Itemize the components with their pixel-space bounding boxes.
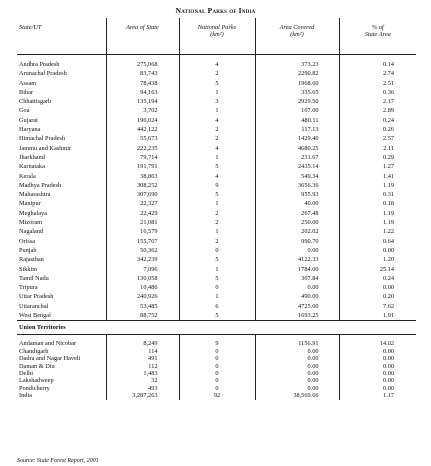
state-name-cell: Manipur: [17, 199, 106, 208]
national-parks-count-cell: 2: [179, 218, 255, 227]
state-name-cell: Meghalaya: [17, 209, 106, 218]
national-parks-count-cell: 4: [179, 172, 255, 181]
state-name-cell: Tripura: [17, 283, 106, 292]
area-covered-cell: 0.00: [255, 283, 339, 292]
state-name-cell: Maharashtra: [17, 190, 106, 199]
national-parks-count-cell: 0: [179, 370, 255, 377]
national-parks-count-cell: 1: [179, 292, 255, 301]
table-row: [17, 377, 416, 384]
area-of-state-cell: 22,327: [106, 199, 179, 208]
national-parks-count-cell: 1: [179, 88, 255, 97]
table-row: [17, 348, 416, 355]
state-name-cell: Tamil Nadu: [17, 274, 106, 283]
national-parks-count-cell: 1: [179, 227, 255, 236]
table-row: [17, 106, 416, 115]
state-name-cell: Rajasthan: [17, 255, 106, 264]
area-of-state-cell: 53,485: [106, 302, 179, 311]
area-of-state-cell: 8,249: [106, 340, 179, 347]
area-covered-cell: 990.70: [255, 237, 339, 246]
area-covered-cell: 0.00: [255, 246, 339, 255]
area-covered-cell: 1693.25: [255, 311, 339, 321]
table-row: [17, 311, 416, 321]
area-of-state-cell: 442,122: [106, 125, 179, 134]
area-of-state-cell: 308,252: [106, 181, 179, 190]
header-state: State/UT: [17, 18, 106, 55]
area-covered-cell: 335.65: [255, 88, 339, 97]
percent-area-cell: 2.57: [382, 135, 394, 143]
national-parks-count-cell: 0: [179, 283, 255, 292]
percent-area-cell: 0.00: [382, 362, 394, 370]
table-row: [17, 69, 416, 78]
table-row: [17, 144, 416, 153]
percent-area-cell: 7.62: [382, 302, 394, 310]
area-covered-cell: 0.00: [255, 385, 339, 392]
percent-area-cell: 0.24: [382, 274, 394, 282]
national-parks-count-cell: 2: [179, 125, 255, 134]
source-note: Source: State Forest Report, 2001: [17, 458, 99, 464]
area-of-state-cell: 32: [106, 377, 179, 384]
table-row: [17, 162, 416, 171]
area-covered-cell: 480.11: [255, 116, 339, 125]
area-covered-cell: 2290.82: [255, 69, 339, 78]
area-covered-cell: 40.00: [255, 199, 339, 208]
area-of-state-cell: 112: [106, 363, 179, 370]
table-header-row: [17, 18, 416, 55]
area-covered-cell: 4680.25: [255, 144, 339, 153]
area-of-state-cell: 7,096: [106, 265, 179, 274]
percent-area-cell: 2.11: [383, 144, 394, 152]
state-name-cell: Nagaland: [17, 227, 106, 236]
national-parks-count-cell: 5: [179, 190, 255, 199]
percent-area-cell: 0.31: [382, 191, 394, 199]
area-of-state-cell: 307,690: [106, 190, 179, 199]
state-name-cell: Kerala: [17, 172, 106, 181]
percent-area-cell: 0.00: [382, 284, 394, 292]
percent-area-cell: 1.91: [382, 312, 394, 320]
percent-area-cell: 25.14: [379, 265, 394, 273]
state-name-cell: Punjab: [17, 246, 106, 255]
header-percent-area: % of State Area: [339, 18, 416, 55]
national-parks-count-cell: 5: [179, 162, 255, 171]
table-row: [17, 209, 416, 218]
area-of-state-cell: 3,287,263: [106, 392, 179, 399]
percent-area-cell: 2.89: [382, 107, 394, 115]
area-covered-cell: 250.00: [255, 218, 339, 227]
area-of-state-cell: 88,752: [106, 311, 179, 321]
percent-area-cell: 0.64: [382, 237, 394, 245]
area-of-state-cell: 38,863: [106, 172, 179, 181]
national-parks-count-cell: 5: [179, 311, 255, 321]
table-row: [17, 370, 416, 377]
table-row: [17, 265, 416, 274]
area-covered-cell: 117.13: [255, 125, 339, 134]
state-name-cell: Haryana: [17, 125, 106, 134]
table-row: [17, 125, 416, 134]
ut-section-label: Union Territories: [17, 321, 416, 335]
percent-area-cell: 1.19: [382, 209, 394, 217]
area-of-state-cell: 130,058: [106, 274, 179, 283]
table-row: [17, 255, 416, 264]
area-of-state-cell: 114: [106, 348, 179, 355]
area-of-state-cell: 21,081: [106, 218, 179, 227]
area-of-state-cell: 342,239: [106, 255, 179, 264]
national-parks-count-cell: 92: [179, 392, 255, 399]
table-row: [17, 363, 416, 370]
state-name-cell: Jharkhand: [17, 153, 106, 162]
percent-area-cell: 2.17: [382, 98, 394, 106]
national-parks-count-cell: 9: [179, 181, 255, 190]
table-row: [17, 97, 416, 106]
area-covered-cell: 373.23: [255, 60, 339, 69]
table-row: [17, 227, 416, 236]
area-of-state-cell: 135,194: [106, 97, 179, 106]
percent-area-cell: 1.19: [382, 219, 394, 227]
national-parks-count-cell: 0: [179, 246, 255, 255]
area-of-state-cell: 78,438: [106, 79, 179, 88]
national-parks-count-cell: 9: [179, 340, 255, 347]
state-name-cell: Orissa: [17, 237, 106, 246]
state-name-cell: Chhattisgarh: [17, 97, 106, 106]
area-of-state-cell: 83,743: [106, 69, 179, 78]
state-name-cell: Bihar: [17, 88, 106, 97]
area-of-state-cell: 196,024: [106, 116, 179, 125]
area-covered-cell: 0.00: [255, 355, 339, 362]
state-name-cell: Sikkim: [17, 265, 106, 274]
area-of-state-cell: 79,714: [106, 153, 179, 162]
area-of-state-cell: 10,486: [106, 283, 179, 292]
area-covered-cell: 2435.14: [255, 162, 339, 171]
area-of-state-cell: 155,707: [106, 237, 179, 246]
state-name-cell: Madhya Pradesh: [17, 181, 106, 190]
area-of-state-cell: 222,235: [106, 144, 179, 153]
national-parks-count-cell: 2: [179, 209, 255, 218]
state-name-cell: Gujarat: [17, 116, 106, 125]
area-covered-cell: 307.84: [255, 274, 339, 283]
state-name-cell: Mizoram: [17, 218, 106, 227]
area-covered-cell: 1968.60: [255, 79, 339, 88]
state-name-cell: Jammu and Kashmir: [17, 144, 106, 153]
state-name-cell: Uttaranchal: [17, 302, 106, 311]
table-row: [17, 134, 416, 143]
national-parks-count-cell: 4: [179, 144, 255, 153]
area-covered-cell: 231.67: [255, 153, 339, 162]
national-parks-count-cell: 1: [179, 106, 255, 115]
table-row: [17, 302, 416, 311]
national-parks-count-cell: 4: [179, 60, 255, 69]
national-parks-count-cell: 0: [179, 363, 255, 370]
area-covered-cell: 1429.40: [255, 134, 339, 143]
percent-area-cell: 0.00: [382, 246, 394, 254]
state-name-cell: Andhra Pradesh: [17, 60, 106, 69]
page-title: National Parks of India: [175, 6, 256, 15]
percent-area-cell: 0.00: [382, 347, 394, 355]
area-covered-cell: 0.00: [255, 377, 339, 384]
state-name-cell: Himachal Pradesh: [17, 134, 106, 143]
percent-area-cell: 0.00: [382, 369, 394, 377]
percent-area-cell: 0.00: [382, 355, 394, 363]
area-of-state-cell: 493: [106, 385, 179, 392]
percent-area-cell: 0.00: [382, 384, 394, 392]
state-name-cell: Karnataka: [17, 162, 106, 171]
area-covered-cell: 955.93: [255, 190, 339, 199]
state-name-cell: Assam: [17, 79, 106, 88]
percent-area-cell: 0.24: [382, 116, 394, 124]
national-parks-count-cell: 1: [179, 153, 255, 162]
area-of-state-cell: 3,702: [106, 106, 179, 115]
national-parks-count-cell: 1: [179, 199, 255, 208]
area-of-state-cell: 94,163: [106, 88, 179, 97]
table-row: [17, 274, 416, 283]
percent-area-cell: 0.26: [382, 126, 394, 134]
national-parks-count-cell: 2: [179, 134, 255, 143]
area-of-state-cell: 22,429: [106, 209, 179, 218]
area-covered-cell: 2929.50: [255, 97, 339, 106]
percent-area-cell: 1.27: [382, 163, 394, 171]
state-name-cell: Dadra and Nagar Haveli: [17, 355, 106, 362]
percent-area-cell: 0.14: [382, 61, 394, 68]
table-row: [17, 79, 416, 88]
table-row: [17, 199, 416, 208]
national-parks-count-cell: 5: [179, 79, 255, 88]
state-name-cell: Lakshadweep: [17, 377, 106, 384]
state-name-cell: Delhi: [17, 370, 106, 377]
table-row: [17, 190, 416, 199]
percent-area-cell: 1.17: [382, 392, 394, 400]
national-parks-count-cell: 0: [179, 377, 255, 384]
area-covered-cell: 3656.36: [255, 181, 339, 190]
ut-section: [17, 321, 416, 335]
percent-area-cell: 1.22: [382, 228, 394, 236]
area-covered-cell: 0.00: [255, 348, 339, 355]
area-of-state-cell: 55,673: [106, 134, 179, 143]
national-parks-count-cell: 0: [179, 385, 255, 392]
percent-area-cell: 0.29: [382, 153, 394, 161]
area-covered-cell: 0.00: [255, 363, 339, 370]
state-name-cell: Arunachal Pradesh: [17, 69, 106, 78]
table-row: [17, 246, 416, 255]
state-name-cell: Pondicherry: [17, 385, 106, 392]
percent-area-cell: 0.36: [382, 88, 394, 96]
national-parks-count-cell: 0: [179, 348, 255, 355]
table-row: [17, 116, 416, 125]
table-row: [17, 392, 416, 399]
state-name-cell: West Bengal: [17, 311, 106, 321]
area-covered-cell: 202.02: [255, 227, 339, 236]
area-covered-cell: 1156.91: [255, 340, 339, 347]
area-covered-cell: 490.00: [255, 292, 339, 301]
percent-area-cell: 1.19: [382, 181, 394, 189]
table-row: [17, 60, 416, 69]
percent-area-cell: 14.02: [379, 340, 394, 348]
percent-area-cell: 1.41: [382, 172, 394, 180]
area-of-state-cell: 240,926: [106, 292, 179, 301]
state-name-cell: Daman & Diu: [17, 363, 106, 370]
area-covered-cell: 267.48: [255, 209, 339, 218]
national-parks-count-cell: 4: [179, 116, 255, 125]
table-row: [17, 172, 416, 181]
ut-body: [17, 335, 416, 400]
national-parks-count-cell: 3: [179, 97, 255, 106]
states-body: [17, 55, 416, 321]
percent-area-cell: 0.00: [382, 377, 394, 385]
area-of-state-cell: 16,579: [106, 227, 179, 236]
area-of-state-cell: 275,068: [106, 60, 179, 69]
area-covered-cell: 107.00: [255, 106, 339, 115]
area-covered-cell: 549.34: [255, 172, 339, 181]
table-row: [17, 218, 416, 227]
header-national-parks: National Parks (km²): [179, 18, 255, 55]
national-parks-table: [17, 18, 416, 400]
percent-area-cell: 1.20: [382, 256, 394, 264]
state-name-cell: Chandigarh: [17, 348, 106, 355]
percent-area-cell: 0.20: [382, 293, 394, 301]
area-of-state-cell: 191,791: [106, 162, 179, 171]
header-area-covered: Area Covered (km²): [255, 18, 339, 55]
area-of-state-cell: 1,483: [106, 370, 179, 377]
state-name-cell: India: [17, 392, 106, 399]
section-row: [17, 321, 416, 335]
table-row: [17, 181, 416, 190]
area-covered-cell: 4725.00: [255, 302, 339, 311]
area-of-state-cell: 50,362: [106, 246, 179, 255]
area-covered-cell: 4122.33: [255, 255, 339, 264]
table-row: [17, 292, 416, 301]
national-parks-count-cell: 0: [179, 355, 255, 362]
state-name-cell: Uttar Pradesh: [17, 292, 106, 301]
area-of-state-cell: 491: [106, 355, 179, 362]
header-area-of-state: Area of State: [106, 18, 179, 55]
percent-area-cell: 0.18: [382, 200, 394, 208]
table-row: [17, 153, 416, 162]
table-row: [17, 355, 416, 362]
percent-area-cell: 2.51: [382, 79, 394, 87]
table-row: [17, 340, 416, 347]
national-parks-count-cell: 1: [179, 265, 255, 274]
national-parks-count-cell: 6: [179, 302, 255, 311]
national-parks-count-cell: 5: [179, 274, 255, 283]
percent-area-cell: 2.74: [382, 70, 394, 78]
table-row: [17, 88, 416, 97]
national-parks-count-cell: 2: [179, 237, 255, 246]
national-parks-count-cell: 5: [179, 255, 255, 264]
table-row: [17, 385, 416, 392]
national-parks-count-cell: 2: [179, 69, 255, 78]
state-name-cell: Andaman and Nicobar: [17, 340, 106, 347]
area-covered-cell: 1784.00: [255, 265, 339, 274]
table-row: [17, 237, 416, 246]
table-row: [17, 283, 416, 292]
area-covered-cell: 38,569.66: [255, 392, 339, 399]
area-covered-cell: 0.00: [255, 370, 339, 377]
state-name-cell: Goa: [17, 106, 106, 115]
